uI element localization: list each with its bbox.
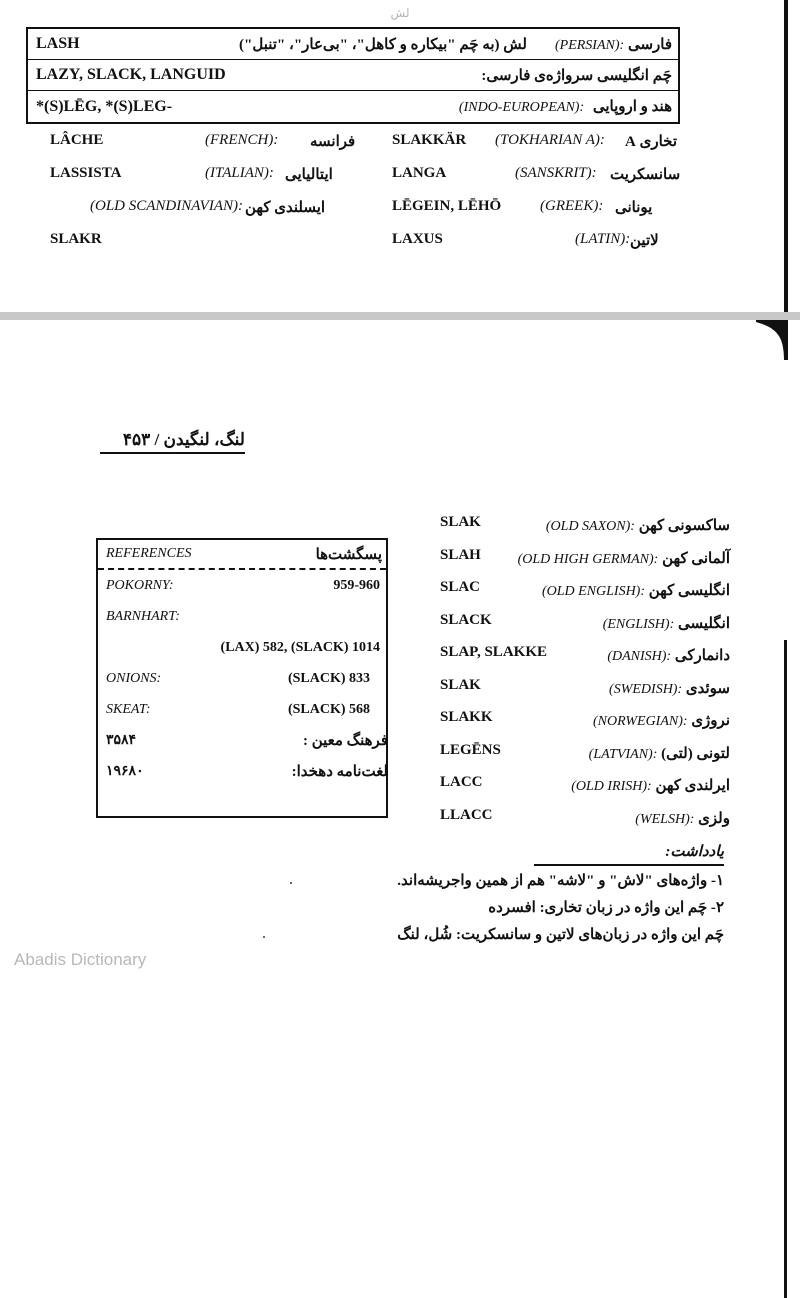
- cognate-lang-en: (TOKHARIAN A):: [495, 132, 605, 148]
- cognate-lang-fa: آلمانی کهن: [662, 550, 730, 567]
- cognate-lang-en: (ITALIAN):: [205, 165, 274, 181]
- reference-value: (SLACK) 833: [287, 670, 370, 686]
- cognate-lang-fa: انگلیسی: [677, 615, 730, 632]
- cognate-lang-fa: ولزی: [698, 810, 730, 827]
- notes-section: [364, 842, 724, 944]
- head-persian-label: فارسی: [627, 36, 672, 53]
- cognate-word: LACC: [440, 774, 483, 790]
- cognate-lang-en: (OLD SCANDINAVIAN):: [90, 198, 243, 214]
- reference-source: SKEAT:: [106, 701, 151, 717]
- cognate-word: LASSISTA: [50, 165, 122, 181]
- cognate-row: [440, 770, 730, 803]
- scanned-page-top: [0, 0, 800, 312]
- head-english-meaning: LAZY, SLACK, LANGUID: [36, 66, 226, 83]
- cognate-lang-en: (NORWEGIAN):: [592, 714, 688, 729]
- cognate-lang-fa: ساکسونی کهن: [638, 518, 730, 534]
- cognate-word: SLAH: [440, 546, 481, 563]
- cognate-word: LÂCHE: [50, 132, 104, 148]
- scan-speck: [263, 936, 265, 938]
- cognates-top-grid: [50, 132, 740, 264]
- cognate-lang-fa: فرانسه: [310, 134, 356, 150]
- reference-source: POKORNY:: [106, 577, 174, 593]
- cognate-word: LANGA: [392, 165, 447, 181]
- cognate-word: SLAK: [440, 514, 481, 530]
- reference-source: ONIONS:: [106, 670, 162, 686]
- cognate-row: [50, 165, 740, 198]
- note-line: ۱- واژه‌های "لاش" و "لاشه" هم از همین واجریشه‌اند.: [397, 873, 724, 889]
- cognate-lang-fa: دانمارکی: [674, 648, 730, 664]
- cognate-row: [50, 132, 740, 165]
- head-english-meaning-label: چَم انگلیسی سرواژه‌ی فارسی:: [481, 67, 672, 84]
- cognate-lang-fa: ایتالیایی: [285, 167, 333, 183]
- cognate-word: SLAKK: [440, 709, 493, 725]
- cognate-word: SLAC: [440, 579, 481, 595]
- cognate-word: SLAKKÄR: [392, 132, 467, 148]
- cognate-lang-en: (SANSKRIT):: [515, 165, 597, 181]
- cognate-row: [440, 803, 730, 836]
- cognate-lang-en: (FRENCH):: [205, 132, 279, 148]
- reference-row: [98, 632, 386, 663]
- notes-rule: [534, 864, 724, 866]
- note-line: چَم این واژه در زبان‌های لاتین و سانسکریت: شُل، لنگ: [397, 927, 724, 943]
- reference-value: (SLACK) 568: [287, 701, 370, 717]
- cognate-row: [440, 543, 730, 576]
- reference-row: [98, 601, 386, 632]
- page-edge-rule: [784, 0, 788, 312]
- reference-row: [98, 725, 386, 756]
- cognates-bottom-list: [440, 510, 730, 835]
- head-row-indo-european: [28, 91, 678, 122]
- cognate-lang-en: (WELSH):: [635, 811, 695, 827]
- reference-value: ۳۵۸۴: [106, 733, 137, 748]
- cognate-lang-fa: لتونی (لتی): [661, 745, 730, 762]
- cognate-word: SLAKR: [50, 231, 102, 247]
- reference-row: [98, 663, 386, 694]
- references-title-fa: پسگشت‌ها: [315, 546, 382, 563]
- cognate-lang-en: (ENGLISH):: [602, 616, 675, 632]
- cognate-word: LĒGEIN, LĒHŌ: [392, 198, 502, 214]
- cognate-lang-fa: انگلیسی کهن: [648, 583, 730, 599]
- reference-source: BARNHART:: [106, 608, 180, 624]
- reference-row: [98, 756, 386, 787]
- cognate-lang-fa: سوئدی: [685, 680, 730, 697]
- cognate-word: SLAP, SLAKKE: [440, 644, 547, 660]
- brand-watermark: Abadis Dictionary: [14, 950, 147, 969]
- cognate-lang-en: (OLD IRISH):: [571, 779, 652, 794]
- head-lang-tag: (PERSIAN):: [554, 37, 625, 53]
- cognate-lang-en: (DANISH):: [607, 649, 672, 664]
- cognate-lang-en: (OLD ENGLISH):: [541, 584, 646, 599]
- head-latin-word: LASH: [36, 35, 80, 52]
- page-divider: [0, 312, 800, 320]
- references-title-en: REFERENCES: [106, 546, 192, 561]
- cognate-lang-fa: ایرلندی کهن: [655, 778, 730, 794]
- cognate-lang-fa: سانسکریت: [610, 167, 681, 183]
- page-corner-curl-icon: [756, 320, 788, 360]
- reference-row: [98, 570, 386, 601]
- cognate-word: LAXUS: [392, 231, 443, 247]
- scan-speck: [290, 882, 292, 884]
- references-box: [96, 538, 388, 818]
- cognate-row: [440, 738, 730, 771]
- head-row-persian: [28, 29, 678, 60]
- reference-source-fa: لغت‌نامه دهخدا:: [291, 764, 388, 780]
- cognate-lang-fa: یونانی: [615, 200, 653, 216]
- cognate-word: SLACK: [440, 611, 492, 628]
- cognate-lang-en: (LATVIAN):: [588, 746, 658, 762]
- entry-header-table: [26, 27, 680, 124]
- head-ie-tag: (INDO-EUROPEAN):: [458, 100, 585, 115]
- cognate-lang-en: (GREEK):: [540, 198, 604, 214]
- cognate-lang-fa: تخاری A: [625, 134, 678, 150]
- references-header: [98, 540, 386, 570]
- cognate-row: [440, 673, 730, 706]
- entry-word-watermark: لش: [390, 6, 410, 20]
- reference-value: ۱۹۶۸۰: [106, 764, 144, 779]
- reference-source-fa: فرهنگ معین :: [302, 733, 388, 749]
- cognate-lang-en: (OLD HIGH GERMAN):: [517, 551, 659, 567]
- head-row-english-meaning: [28, 60, 678, 91]
- cognate-row: [50, 198, 740, 231]
- cognate-row: [50, 231, 740, 264]
- head-ie-label: هند و اروپایی: [592, 99, 672, 115]
- cognate-row: [440, 705, 730, 738]
- reference-row: [98, 694, 386, 725]
- cognate-lang-en: (LATIN):: [575, 231, 631, 247]
- cognate-lang-en: (OLD SAXON):: [545, 519, 635, 534]
- cognate-lang-fa: نروژی: [691, 713, 730, 729]
- cognate-word: LLACC: [440, 806, 493, 823]
- cognate-word: SLAK: [440, 676, 481, 693]
- cognate-row: [440, 608, 730, 641]
- reference-value: (LAX) 582, (SLACK) 1014: [220, 639, 380, 655]
- page-heading: لنگ، لنگیدن / ۴۵۳: [100, 430, 245, 454]
- cognate-lang-en: (SWEDISH):: [609, 681, 683, 697]
- notes-title: یادداشت:: [665, 844, 724, 860]
- cognate-lang-fa: لاتین: [630, 233, 659, 249]
- cognate-lang-fa: ایسلندی کهن: [245, 200, 326, 216]
- note-line: ۲- چَم این واژه در زبان تخاری: افسرده: [488, 900, 724, 916]
- page-edge-rule: [784, 640, 787, 1298]
- head-persian-value: لش (به چَم "بیکاره و کاهل"، "بی‌عار"، "تنبل"): [239, 36, 527, 53]
- head-ie-root: *(S)LĒG, *(S)LEG-: [36, 97, 173, 115]
- cognate-row: [440, 640, 730, 673]
- cognate-row: [440, 510, 730, 543]
- cognate-word: LEGĒNS: [440, 741, 501, 758]
- reference-value: 959-960: [333, 577, 380, 593]
- cognate-row: [440, 575, 730, 608]
